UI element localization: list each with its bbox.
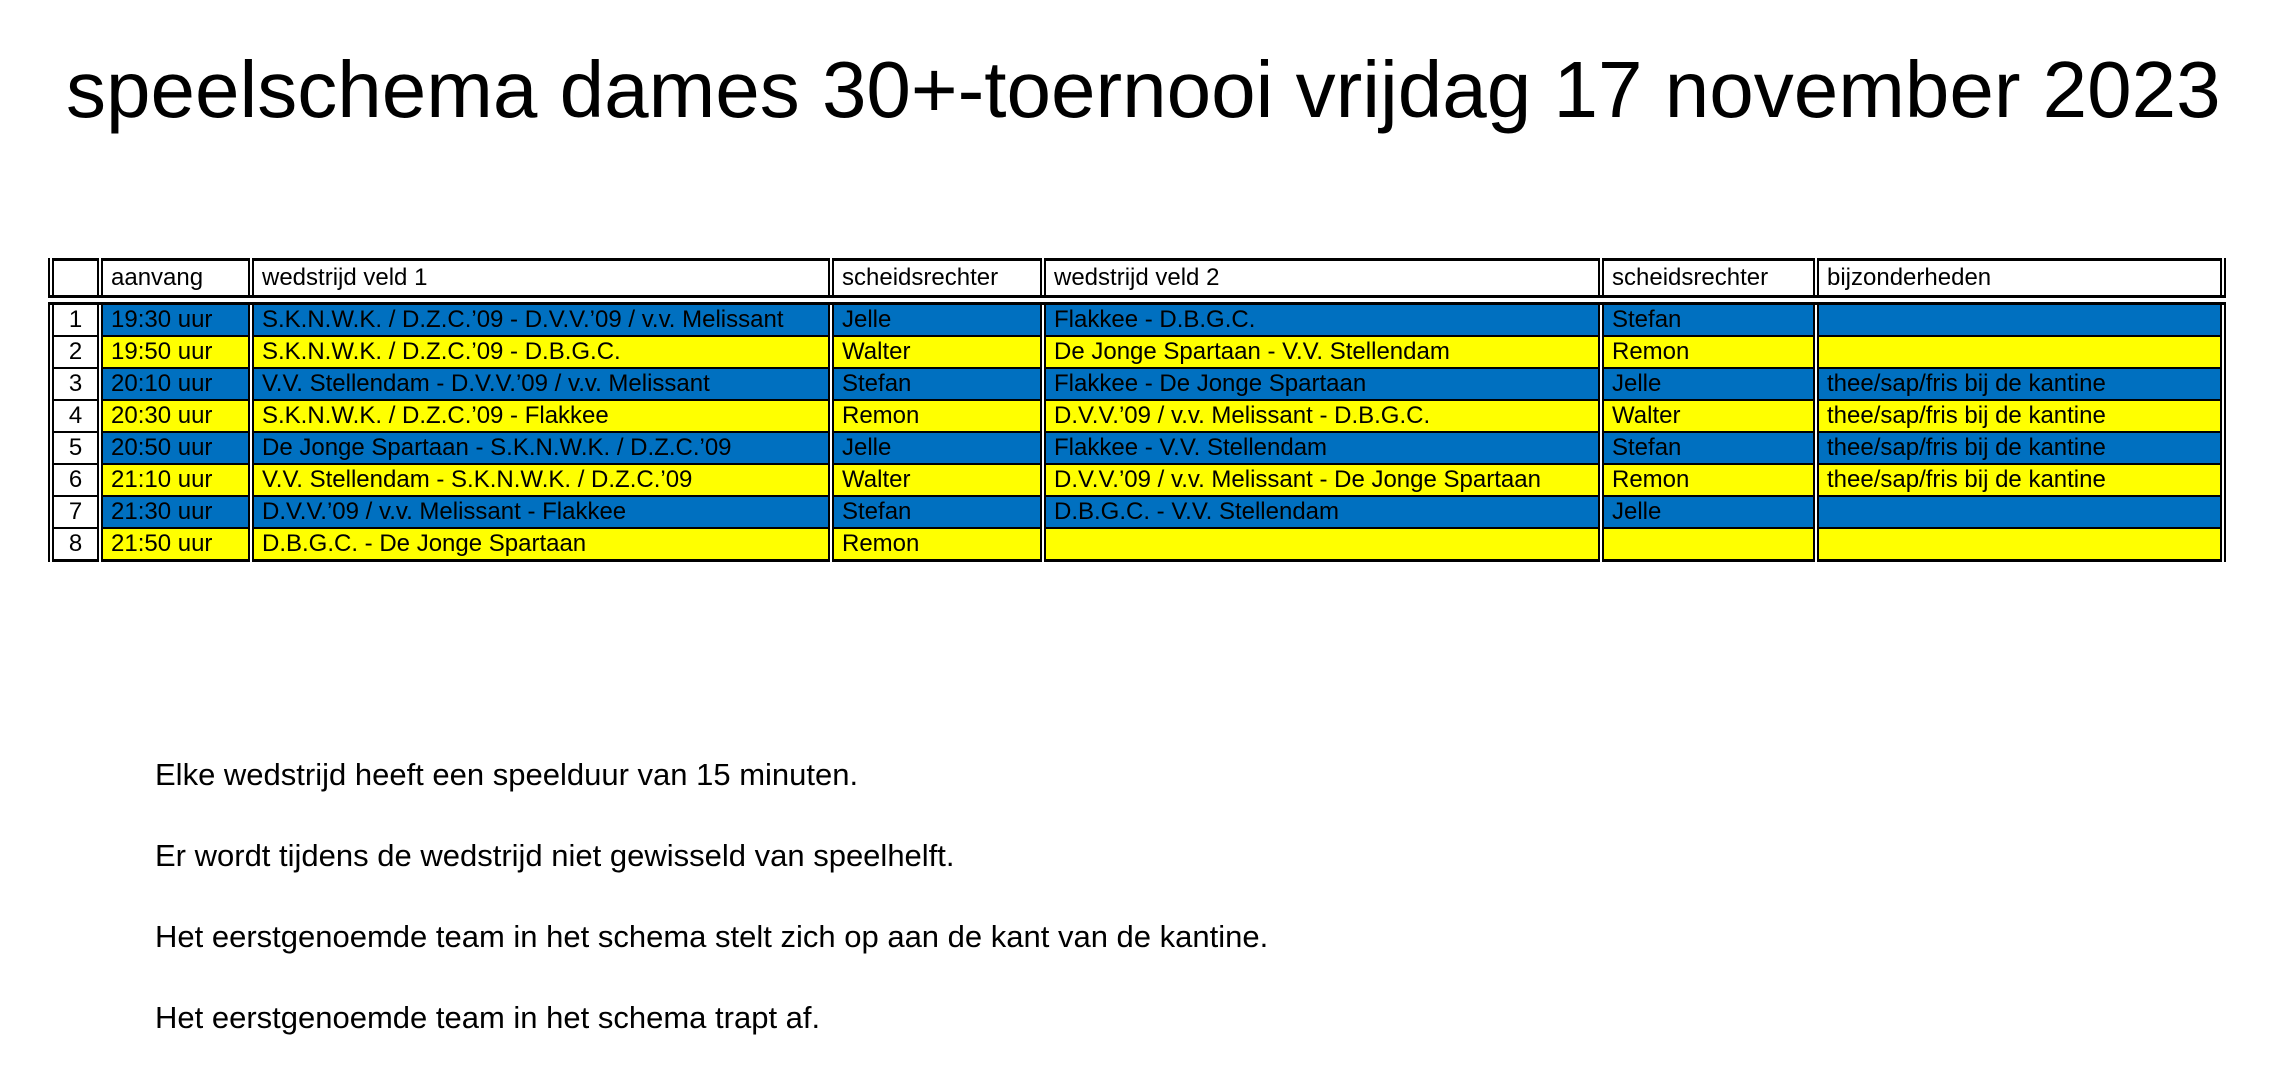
row-number: 4 xyxy=(51,400,100,432)
table-row xyxy=(51,464,2223,496)
match-field-2-cell: De Jonge Spartaan - V.V. Stellendam xyxy=(1043,336,1601,368)
row-number: 5 xyxy=(51,432,100,464)
match-field-1-cell: V.V. Stellendam - D.V.V.’09 / v.v. Melissant xyxy=(251,368,831,400)
row-number: 2 xyxy=(51,336,100,368)
table-row xyxy=(51,368,2223,400)
referee-field-2-cell: Jelle xyxy=(1601,368,1816,400)
start-time-cell: 19:50 uur xyxy=(100,336,251,368)
match-field-1-cell: De Jonge Spartaan - S.K.N.W.K. / D.Z.C.’09 xyxy=(251,432,831,464)
referee-field-1-cell: Jelle xyxy=(831,300,1043,336)
match-field-2-cell: D.B.G.C. - V.V. Stellendam xyxy=(1043,496,1601,528)
header-referee-field-2: scheidsrechter xyxy=(1601,260,1816,301)
table-row xyxy=(51,432,2223,464)
header-notes: bijzonderheden xyxy=(1816,260,2223,301)
table-row xyxy=(51,528,2223,561)
referee-field-2-cell: Stefan xyxy=(1601,300,1816,336)
match-field-2-cell: Flakkee - D.B.G.C. xyxy=(1043,300,1601,336)
schedule-table xyxy=(48,258,2226,562)
match-field-2-cell: Flakkee - V.V. Stellendam xyxy=(1043,432,1601,464)
notes-cell xyxy=(1816,496,2223,528)
header-referee-field-1: scheidsrechter xyxy=(831,260,1043,301)
table-row xyxy=(51,400,2223,432)
match-field-2-cell: D.V.V.’09 / v.v. Melissant - De Jonge Spartaan xyxy=(1043,464,1601,496)
referee-field-2-cell: Walter xyxy=(1601,400,1816,432)
referee-field-1-cell: Walter xyxy=(831,464,1043,496)
notes-cell xyxy=(1816,528,2223,561)
table-header-row xyxy=(51,260,2223,301)
header-match-field-2: wedstrijd veld 2 xyxy=(1043,260,1601,301)
referee-field-2-cell xyxy=(1601,528,1816,561)
match-field-1-cell: S.K.N.W.K. / D.Z.C.’09 - Flakkee xyxy=(251,400,831,432)
notes-cell: thee/sap/fris bij de kantine xyxy=(1816,432,2223,464)
start-time-cell: 21:30 uur xyxy=(100,496,251,528)
table-row xyxy=(51,300,2223,336)
row-number: 3 xyxy=(51,368,100,400)
notes-cell: thee/sap/fris bij de kantine xyxy=(1816,464,2223,496)
referee-field-1-cell: Walter xyxy=(831,336,1043,368)
header-number xyxy=(51,260,100,301)
page-title: speelschema dames 30+-toernooi vrijdag 17 november 2023 xyxy=(66,45,2221,134)
rule-item: Elke wedstrijd heeft een speelduur van 15 minuten. xyxy=(155,757,859,792)
start-time-cell: 20:10 uur xyxy=(100,368,251,400)
table-row xyxy=(51,496,2223,528)
notes-cell xyxy=(1816,300,2223,336)
schedule-body xyxy=(51,300,2223,561)
table-row xyxy=(51,336,2223,368)
header-start-time: aanvang xyxy=(100,260,251,301)
referee-field-2-cell: Remon xyxy=(1601,336,1816,368)
match-field-1-cell: S.K.N.W.K. / D.Z.C.’09 - D.V.V.’09 / v.v. Melissant xyxy=(251,300,831,336)
start-time-cell: 21:50 uur xyxy=(100,528,251,561)
rule-item: Het eerstgenoemde team in het schema stelt zich op aan de kant van de kantine. xyxy=(155,919,1269,954)
referee-field-1-cell: Remon xyxy=(831,400,1043,432)
notes-cell: thee/sap/fris bij de kantine xyxy=(1816,368,2223,400)
header-match-field-1: wedstrijd veld 1 xyxy=(251,260,831,301)
row-number: 6 xyxy=(51,464,100,496)
rule-item: Er wordt tijdens de wedstrijd niet gewisseld van speelhelft. xyxy=(155,838,955,873)
start-time-cell: 20:30 uur xyxy=(100,400,251,432)
referee-field-1-cell: Jelle xyxy=(831,432,1043,464)
match-field-1-cell: D.V.V.’09 / v.v. Melissant - Flakkee xyxy=(251,496,831,528)
rule-item: Het eerstgenoemde team in het schema trapt af. xyxy=(155,1000,821,1035)
notes-cell: thee/sap/fris bij de kantine xyxy=(1816,400,2223,432)
match-field-1-cell: V.V. Stellendam - S.K.N.W.K. / D.Z.C.’09 xyxy=(251,464,831,496)
match-field-1-cell: D.B.G.C. - De Jonge Spartaan xyxy=(251,528,831,561)
row-number: 7 xyxy=(51,496,100,528)
row-number: 8 xyxy=(51,528,100,561)
match-field-1-cell: S.K.N.W.K. / D.Z.C.’09 - D.B.G.C. xyxy=(251,336,831,368)
referee-field-2-cell: Stefan xyxy=(1601,432,1816,464)
notes-cell xyxy=(1816,336,2223,368)
match-field-2-cell xyxy=(1043,528,1601,561)
row-number: 1 xyxy=(51,300,100,336)
match-field-2-cell: D.V.V.’09 / v.v. Melissant - D.B.G.C. xyxy=(1043,400,1601,432)
rules-list xyxy=(155,755,1268,1079)
referee-field-1-cell: Stefan xyxy=(831,496,1043,528)
match-field-2-cell: Flakkee - De Jonge Spartaan xyxy=(1043,368,1601,400)
start-time-cell: 19:30 uur xyxy=(100,300,251,336)
referee-field-1-cell: Stefan xyxy=(831,368,1043,400)
referee-field-1-cell: Remon xyxy=(831,528,1043,561)
referee-field-2-cell: Remon xyxy=(1601,464,1816,496)
start-time-cell: 20:50 uur xyxy=(100,432,251,464)
start-time-cell: 21:10 uur xyxy=(100,464,251,496)
referee-field-2-cell: Jelle xyxy=(1601,496,1816,528)
